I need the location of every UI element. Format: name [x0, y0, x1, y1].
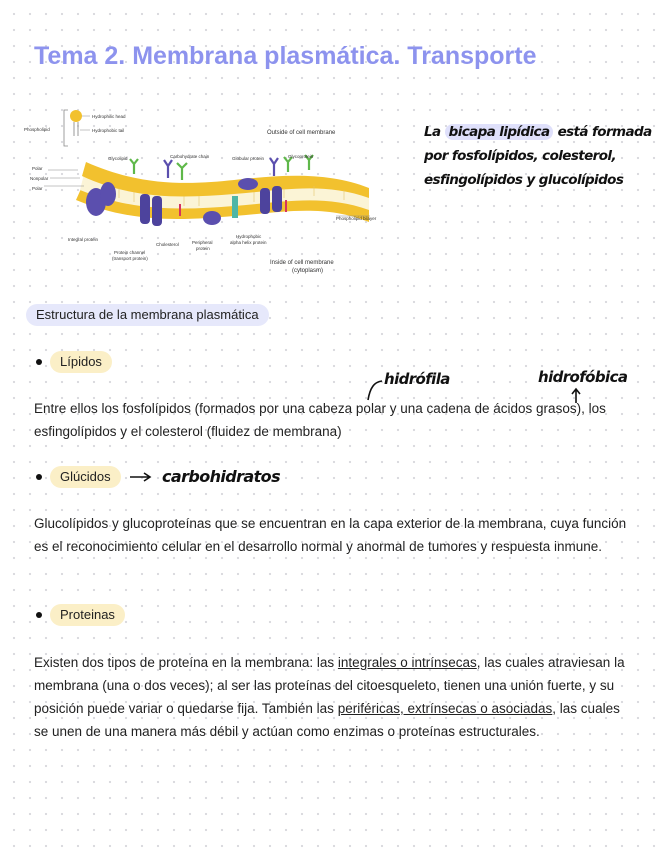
phospholipid-head	[70, 110, 82, 122]
label-proteinas: Proteinas	[50, 604, 125, 626]
label-protein-channel-2: (transport protein)	[112, 256, 148, 261]
alpha-helix	[232, 196, 238, 218]
label-carbohydrate-chain: Carbohydrate chain	[170, 154, 210, 159]
note-highlight: bicapa lipídica	[445, 124, 554, 140]
label-polar: Polar	[32, 166, 43, 171]
label-integral-protein: Integral protein	[68, 237, 99, 242]
proteinas-underline-2: periféricas, extrínsecas o asociadas	[337, 701, 553, 716]
handwritten-note	[424, 120, 652, 192]
annotation-hidrofila: hidrófila	[384, 370, 450, 388]
label-protein-channel-1: Protein channel	[114, 250, 146, 255]
label-phospholipid-bilayer: Phospholipid bilayer	[336, 216, 377, 221]
label-peripheral-2: protein	[196, 246, 210, 251]
paragraph-proteinas	[34, 651, 634, 743]
arrow-right-icon	[128, 470, 154, 484]
label-inside-1: Inside of cell membrane	[270, 260, 334, 266]
label-alpha-helix-1: Hydrophobic	[236, 234, 262, 239]
label-nonpolar: Nonpolar	[30, 176, 49, 181]
proteinas-text-3: , las cuales se unen de una manera más débil y actúan como enzimas o proteínas estructurales.	[34, 701, 620, 739]
label-hydrophilic-head: Hydrophilic head	[92, 114, 126, 119]
paragraph-glucidos: Glucolípidos y glucoproteínas que se encuentran en la capa exterior de la membrana, cuya función es el reconocimiento celular en el desarrollo normal y anormal de tumores y respuesta inmune.	[34, 516, 627, 554]
label-cholesterol: Cholesterol	[156, 242, 179, 247]
label-inside-2: (cytoplasm)	[292, 268, 324, 274]
proteinas-text-2: , las cuales atraviesan la membrana (una o dos veces); al ser las proteínas del citoesqueleto, tienen una unión fuerte, y su posición puede variar o quedarse fija. También las	[34, 655, 625, 716]
label-alpha-helix-2: alpha helix protein	[230, 240, 267, 245]
annotation-carbohidratos: carbohidratos	[162, 467, 280, 486]
note-part1: La	[424, 124, 441, 140]
label-hydrophobic-tail: Hydrophobic tail	[92, 128, 125, 133]
section-heading: Estructura de la membrana plasmática	[26, 304, 269, 326]
label-lipidos: Lípidos	[50, 351, 112, 373]
bullet-glucidos	[36, 474, 42, 480]
label-glycolipid: Glycolipid	[108, 156, 128, 161]
annotation-hidrofobica: hidrofóbica	[538, 368, 628, 386]
proteinas-text-1: Existen dos tipos de proteína en la membrana: las	[34, 655, 338, 670]
label-outside: Outside of cell membrane	[267, 130, 336, 136]
paragraph-lipidos: Entre ellos los fosfolípidos (formados por una cabeza polar y una cadena de ácidos grasos), los esfingolípidos y el colesterol (fluidez de membrana)	[34, 401, 606, 439]
label-polar-2: Polar	[32, 186, 43, 191]
bullet-lipidos	[36, 359, 42, 365]
label-peripheral-1: Peripheral	[192, 240, 213, 245]
globular-protein	[238, 178, 258, 190]
bullet-proteinas	[36, 612, 42, 618]
label-phospholipid: Phospholipid	[24, 127, 50, 132]
peripheral-protein	[203, 211, 221, 225]
label-glucidos: Glúcidos	[50, 466, 121, 488]
label-glycoprotein: Glycoprotein	[288, 154, 314, 159]
cell-membrane-diagram	[24, 104, 392, 280]
label-globular-protein: Globular protein	[232, 156, 265, 161]
note-part2: está formada por fosfolípidos, colesterol, esfingolípidos y glucolípidos	[424, 124, 652, 188]
page-title: Tema 2. Membrana plasmática. Transporte	[34, 42, 537, 70]
proteinas-underline-1: integrales o intrínsecas	[337, 655, 477, 670]
